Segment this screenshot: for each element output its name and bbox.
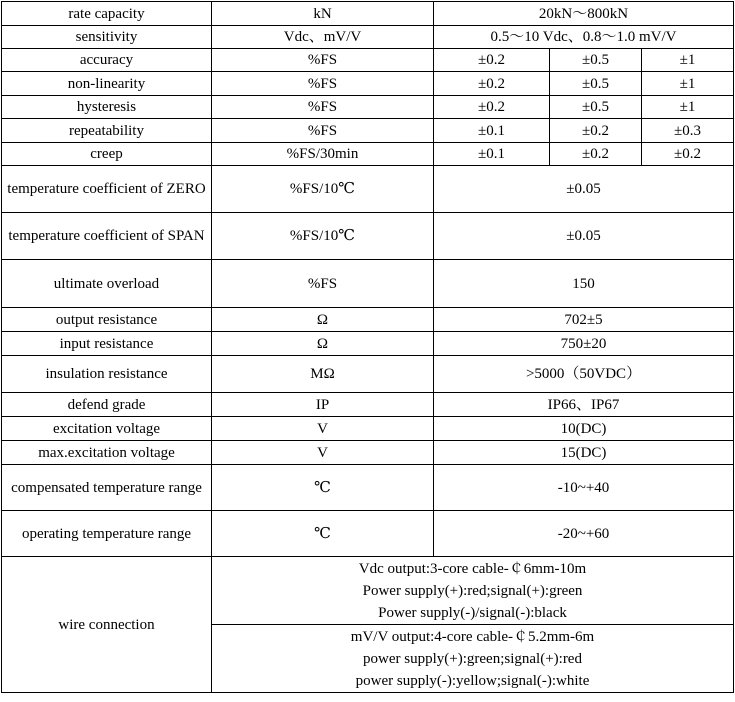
value-cell: IP66、IP67 <box>434 393 734 417</box>
wire-mv-line: mV/V output:4-core cable-￠5.2mm-6m <box>350 628 595 645</box>
value-cell: ±0.2 <box>550 143 642 166</box>
unit-cell: %FS <box>212 72 434 96</box>
unit-cell: V <box>212 417 434 441</box>
value-cell: ±1 <box>642 49 734 72</box>
table-row <box>2 26 734 49</box>
param-cell: input resistance <box>2 332 212 356</box>
unit-cell: %FS <box>212 119 434 143</box>
table-row <box>2 166 734 213</box>
value-cell: ±0.05 <box>434 166 734 213</box>
wire-vdc-line: Power supply(+):red;signal(+):green <box>362 582 583 599</box>
unit-cell: V <box>212 441 434 465</box>
wire-vdc-line: Vdc output:3-core cable-￠6mm-10m <box>358 560 587 577</box>
table-row <box>2 72 734 96</box>
value-cell: 750±20 <box>434 332 734 356</box>
table-row <box>2 308 734 332</box>
param-cell: temperature coefficient of SPAN <box>2 213 212 260</box>
param-cell: defend grade <box>2 393 212 417</box>
table-row <box>2 417 734 441</box>
unit-cell: %FS/10℃ <box>212 213 434 260</box>
spec-table <box>1 1 734 693</box>
table-row <box>2 441 734 465</box>
value-cell: 10(DC) <box>434 417 734 441</box>
value-cell: ±1 <box>642 96 734 119</box>
unit-cell: %FS <box>212 96 434 119</box>
table-row <box>2 143 734 166</box>
value-cell: ±1 <box>642 72 734 96</box>
table-row <box>2 557 734 625</box>
value-cell: -20~+60 <box>434 511 734 557</box>
wire-mv-cell <box>212 625 734 693</box>
table-row <box>2 465 734 511</box>
table-row <box>2 213 734 260</box>
table-row <box>2 356 734 393</box>
param-cell: hysteresis <box>2 96 212 119</box>
unit-cell: %FS/10℃ <box>212 166 434 213</box>
value-cell: ±0.05 <box>434 213 734 260</box>
value-cell: >5000（50VDC） <box>434 356 734 393</box>
param-cell: excitation voltage <box>2 417 212 441</box>
unit-cell: Ω <box>212 308 434 332</box>
wire-mv-line: power supply(+):green;signal(+):red <box>363 650 582 667</box>
table-row <box>2 332 734 356</box>
unit-cell: ℃ <box>212 465 434 511</box>
table-row <box>2 393 734 417</box>
param-cell: compensated temperature range <box>2 465 212 511</box>
unit-cell: %FS <box>212 49 434 72</box>
param-cell: accuracy <box>2 49 212 72</box>
unit-cell: IP <box>212 393 434 417</box>
unit-cell: %FS <box>212 260 434 308</box>
param-cell: creep <box>2 143 212 166</box>
value-cell: ±0.5 <box>550 72 642 96</box>
value-cell: ±0.2 <box>434 96 550 119</box>
value-cell: ±0.2 <box>434 72 550 96</box>
param-cell: ultimate overload <box>2 260 212 308</box>
param-cell: sensitivity <box>2 26 212 49</box>
param-cell: rate capacity <box>2 2 212 26</box>
unit-cell: MΩ <box>212 356 434 393</box>
value-cell: ±0.2 <box>642 143 734 166</box>
param-cell: insulation resistance <box>2 356 212 393</box>
value-cell: 0.5～10 Vdc、0.8～1.0 mV/V <box>434 26 734 49</box>
wire-vdc-line: Power supply(-)/signal(-):black <box>378 604 567 621</box>
unit-cell: %FS/30min <box>212 143 434 166</box>
value-cell: 702±5 <box>434 308 734 332</box>
table-row <box>2 119 734 143</box>
param-cell: max.excitation voltage <box>2 441 212 465</box>
unit-cell: kN <box>212 2 434 26</box>
value-cell: 15(DC) <box>434 441 734 465</box>
wire-mv-line: power supply(-):yellow;signal(-):white <box>355 672 590 689</box>
value-cell: ±0.2 <box>434 49 550 72</box>
value-cell: 150 <box>434 260 734 308</box>
param-cell: wire connection <box>2 557 212 693</box>
unit-cell: Ω <box>212 332 434 356</box>
param-cell: output resistance <box>2 308 212 332</box>
value-cell: ±0.1 <box>434 143 550 166</box>
value-cell: ±0.5 <box>550 96 642 119</box>
param-cell: non-linearity <box>2 72 212 96</box>
table-row <box>2 49 734 72</box>
unit-cell: Vdc、mV/V <box>212 26 434 49</box>
table-row <box>2 260 734 308</box>
table-row <box>2 511 734 557</box>
param-cell: operating temperature range <box>2 511 212 557</box>
value-cell: ±0.5 <box>550 49 642 72</box>
value-cell: ±0.3 <box>642 119 734 143</box>
table-row <box>2 2 734 26</box>
unit-cell: ℃ <box>212 511 434 557</box>
table-row <box>2 96 734 119</box>
value-cell: ±0.2 <box>550 119 642 143</box>
wire-vdc-cell <box>212 557 734 625</box>
value-cell: -10~+40 <box>434 465 734 511</box>
value-cell: 20kN～800kN <box>434 2 734 26</box>
value-cell: ±0.1 <box>434 119 550 143</box>
param-cell: temperature coefficient of ZERO <box>2 166 212 213</box>
param-cell: repeatability <box>2 119 212 143</box>
